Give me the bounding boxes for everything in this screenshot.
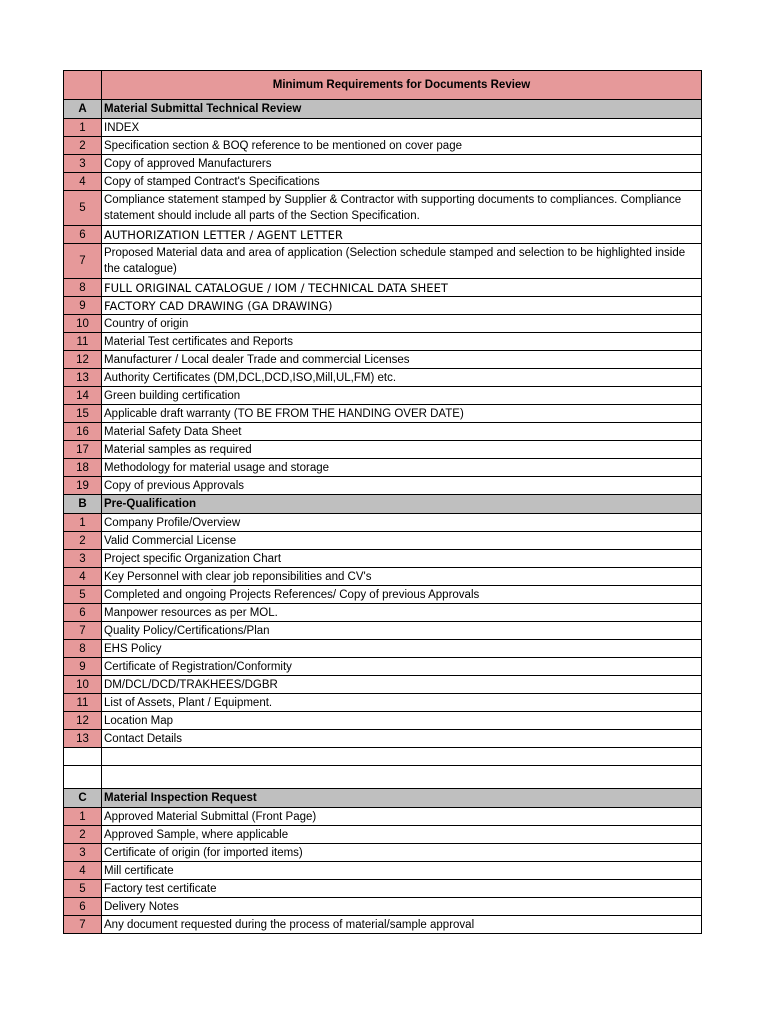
blank-cell (64, 766, 102, 789)
requirements-table (63, 70, 702, 934)
item-number: 1 (64, 119, 102, 137)
table-row (64, 862, 702, 880)
item-text: Methodology for material usage and storage (102, 459, 702, 477)
item-number: 8 (64, 640, 102, 658)
section-heading: Material Submittal Technical Review (102, 100, 702, 119)
item-number: 5 (64, 586, 102, 604)
item-number: 14 (64, 387, 102, 405)
table-row (64, 694, 702, 712)
item-number: 2 (64, 532, 102, 550)
table-row (64, 622, 702, 640)
item-text: AUTHORIZATION LETTER / AGENT LETTER (102, 226, 702, 244)
table-row (64, 514, 702, 532)
requirements-table-body (64, 71, 702, 934)
table-row (64, 916, 702, 934)
item-text: Key Personnel with clear job reponsibilities and CV's (102, 568, 702, 586)
table-row (64, 459, 702, 477)
item-text: FULL ORIGINAL CATALOGUE / IOM / TECHNICAL DATA SHEET (102, 279, 702, 297)
section-header-row (64, 789, 702, 808)
item-number: 2 (64, 137, 102, 155)
item-number: 7 (64, 916, 102, 934)
item-number: 4 (64, 568, 102, 586)
table-row (64, 477, 702, 495)
table-row (64, 137, 702, 155)
item-text: Manufacturer / Local dealer Trade and commercial Licenses (102, 351, 702, 369)
item-number: 2 (64, 826, 102, 844)
table-row (64, 826, 702, 844)
table-row (64, 333, 702, 351)
section-header-row (64, 495, 702, 514)
table-row (64, 640, 702, 658)
item-text: Authority Certificates (DM,DCL,DCD,ISO,Mill,UL,FM) etc. (102, 369, 702, 387)
section-heading: Material Inspection Request (102, 789, 702, 808)
item-text: Completed and ongoing Projects References/ Copy of previous Approvals (102, 586, 702, 604)
item-text: INDEX (102, 119, 702, 137)
item-number: 9 (64, 297, 102, 315)
table-row (64, 191, 702, 226)
table-row (64, 351, 702, 369)
table-row (64, 658, 702, 676)
item-number: 12 (64, 712, 102, 730)
table-row (64, 604, 702, 622)
table-row (64, 568, 702, 586)
item-number: 18 (64, 459, 102, 477)
item-text: Copy of previous Approvals (102, 477, 702, 495)
table-row (64, 730, 702, 748)
item-text: Green building certification (102, 387, 702, 405)
item-text: Factory test certificate (102, 880, 702, 898)
item-number: 11 (64, 694, 102, 712)
item-number: 5 (64, 880, 102, 898)
table-row (64, 173, 702, 191)
item-number: 6 (64, 604, 102, 622)
table-row (64, 405, 702, 423)
item-text: Proposed Material data and area of application (Selection schedule stamped and selection to be highlighted inside the catalogue) (102, 244, 702, 279)
item-number: 5 (64, 191, 102, 226)
item-number: 1 (64, 808, 102, 826)
table-row (64, 844, 702, 862)
item-text: Project specific Organization Chart (102, 550, 702, 568)
table-row (64, 279, 702, 297)
item-text: Contact Details (102, 730, 702, 748)
blank-cell (102, 748, 702, 766)
item-text: Approved Sample, where applicable (102, 826, 702, 844)
blank-row (64, 748, 702, 766)
section-header-row (64, 100, 702, 119)
item-text: Valid Commercial License (102, 532, 702, 550)
table-row (64, 880, 702, 898)
item-text: Material Safety Data Sheet (102, 423, 702, 441)
title-spacer-cell (64, 71, 102, 100)
item-number: 15 (64, 405, 102, 423)
item-number: 3 (64, 844, 102, 862)
item-text: FACTORY CAD DRAWING (GA DRAWING) (102, 297, 702, 315)
item-text: List of Assets, Plant / Equipment. (102, 694, 702, 712)
item-text: Applicable draft warranty (TO BE FROM THE HANDING OVER DATE) (102, 405, 702, 423)
item-text: Any document requested during the process of material/sample approval (102, 916, 702, 934)
table-row (64, 244, 702, 279)
blank-cell (102, 766, 702, 789)
item-number: 8 (64, 279, 102, 297)
table-row (64, 155, 702, 173)
table-row (64, 532, 702, 550)
table-row (64, 808, 702, 826)
item-number: 10 (64, 315, 102, 333)
item-number: 17 (64, 441, 102, 459)
table-row (64, 387, 702, 405)
item-text: Location Map (102, 712, 702, 730)
item-number: 13 (64, 730, 102, 748)
item-text: Manpower resources as per MOL. (102, 604, 702, 622)
item-number: 4 (64, 862, 102, 880)
table-row (64, 898, 702, 916)
table-row (64, 586, 702, 604)
blank-cell (64, 748, 102, 766)
item-text: Copy of approved Manufacturers (102, 155, 702, 173)
table-row (64, 423, 702, 441)
item-number: 19 (64, 477, 102, 495)
item-number: 7 (64, 244, 102, 279)
item-text: Certificate of origin (for imported items) (102, 844, 702, 862)
item-number: 4 (64, 173, 102, 191)
item-number: 6 (64, 226, 102, 244)
table-row (64, 712, 702, 730)
table-row (64, 441, 702, 459)
item-number: 9 (64, 658, 102, 676)
item-number: 3 (64, 155, 102, 173)
title-row (64, 71, 702, 100)
item-number: 6 (64, 898, 102, 916)
table-row (64, 297, 702, 315)
item-number: 13 (64, 369, 102, 387)
item-text: Mill certificate (102, 862, 702, 880)
item-text: DM/DCL/DCD/TRAKHEES/DGBR (102, 676, 702, 694)
section-letter: A (64, 100, 102, 119)
item-text: Country of origin (102, 315, 702, 333)
table-row (64, 315, 702, 333)
item-text: Certificate of Registration/Conformity (102, 658, 702, 676)
item-number: 7 (64, 622, 102, 640)
table-row (64, 119, 702, 137)
blank-row (64, 766, 702, 789)
item-text: Compliance statement stamped by Supplier & Contractor with supporting documents to compliances. Compliance statement should include all parts of the Section Specification. (102, 191, 702, 226)
item-number: 1 (64, 514, 102, 532)
table-row (64, 676, 702, 694)
item-text: Material Test certificates and Reports (102, 333, 702, 351)
item-text: Specification section & BOQ reference to be mentioned on cover page (102, 137, 702, 155)
section-letter: B (64, 495, 102, 514)
item-number: 3 (64, 550, 102, 568)
item-text: EHS Policy (102, 640, 702, 658)
item-number: 12 (64, 351, 102, 369)
item-number: 11 (64, 333, 102, 351)
item-number: 10 (64, 676, 102, 694)
item-text: Quality Policy/Certifications/Plan (102, 622, 702, 640)
item-text: Delivery Notes (102, 898, 702, 916)
item-text: Material samples as required (102, 441, 702, 459)
page-title: Minimum Requirements for Documents Review (102, 71, 702, 100)
section-letter: C (64, 789, 102, 808)
item-text: Company Profile/Overview (102, 514, 702, 532)
table-row (64, 226, 702, 244)
section-heading: Pre-Qualification (102, 495, 702, 514)
item-text: Approved Material Submittal (Front Page) (102, 808, 702, 826)
item-text: Copy of stamped Contract's Specifications (102, 173, 702, 191)
table-row (64, 550, 702, 568)
item-number: 16 (64, 423, 102, 441)
table-row (64, 369, 702, 387)
